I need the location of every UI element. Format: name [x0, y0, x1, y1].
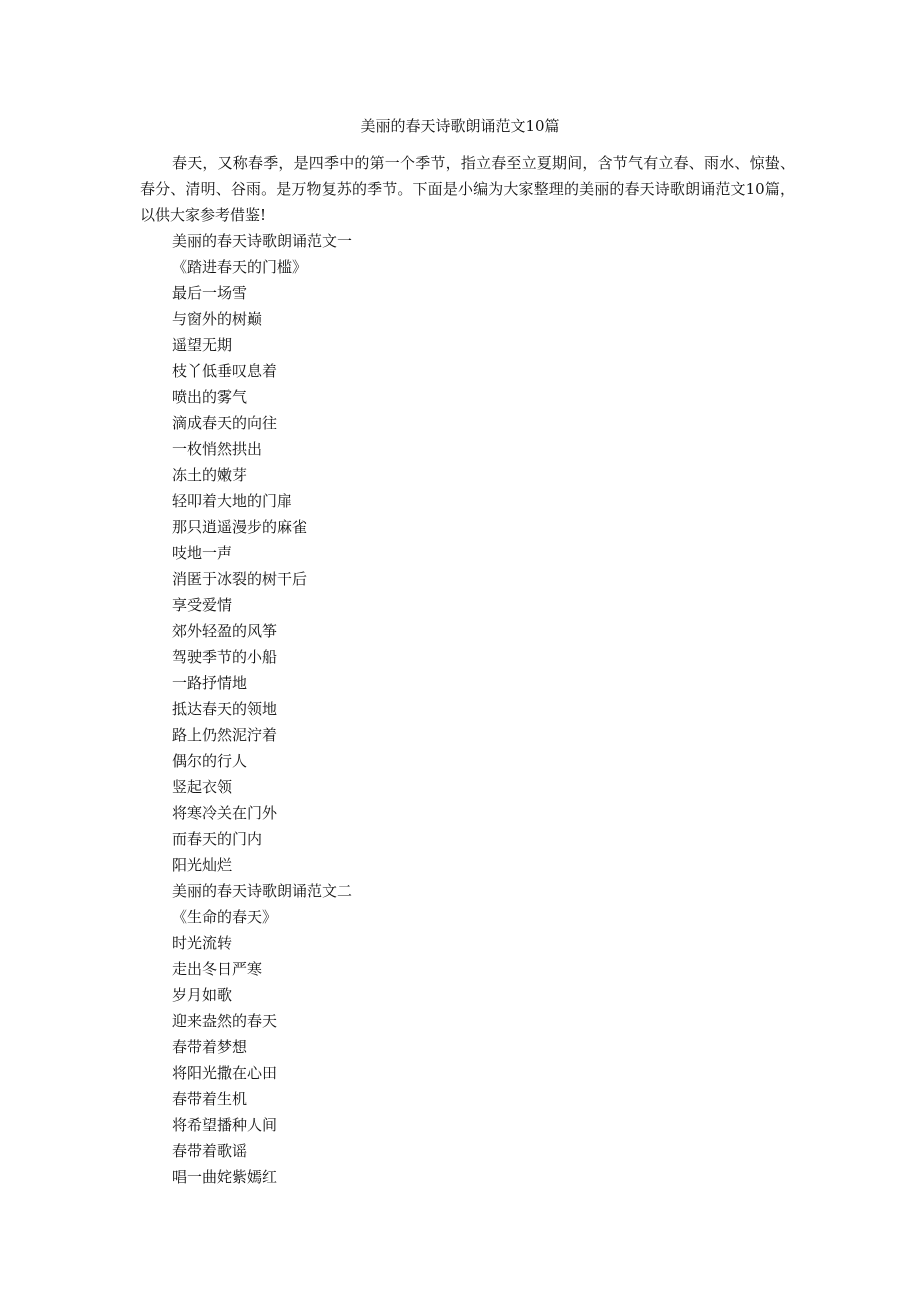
poem-line: 冻土的嫩芽: [172, 466, 248, 484]
poem-line: 轻叩着大地的门扉: [172, 492, 293, 510]
poem-line: 阳光灿烂: [172, 856, 233, 874]
poem-line: 《生命的春天》: [172, 908, 278, 926]
poem-line: 将阳光撒在心田: [172, 1064, 278, 1082]
poem-line: 喷出的雾气: [172, 388, 248, 406]
poem-line: 岁月如歌: [172, 986, 233, 1004]
poem-line: 一路抒情地: [172, 674, 248, 692]
poem-line: 路上仍然泥泞着: [172, 726, 278, 744]
poem-line: 将寒冷关在门外: [172, 804, 278, 822]
poem-line: 消匿于冰裂的树干后: [172, 570, 308, 588]
poem-line: 美丽的春天诗歌朗诵范文一: [172, 232, 353, 250]
poem-line: 遥望无期: [172, 336, 233, 354]
poem-line: 唱一曲姹紫嫣红: [172, 1168, 278, 1186]
poem-line: 而春天的门内: [172, 830, 263, 848]
poem-line: 时光流转: [172, 934, 233, 952]
poem-line: 一枚悄然拱出: [172, 440, 263, 458]
poem-line: 吱地一声: [172, 544, 233, 562]
poem-line: 枝丫低垂叹息着: [172, 362, 278, 380]
poem-lines: [172, 228, 352, 1190]
poem-line: 那只逍遥漫步的麻雀: [172, 518, 308, 536]
document-title: 美丽的春天诗歌朗诵范文10篇: [360, 117, 560, 135]
poem-line: 将希望播种人间: [172, 1116, 278, 1134]
poem-line: 春带着生机: [172, 1090, 248, 1108]
poem-line: 抵达春天的领地: [172, 700, 278, 718]
poem-line: 竖起衣领: [172, 778, 233, 796]
poem-line: 驾驶季节的小船: [172, 648, 278, 666]
poem-line: 《踏进春天的门槛》: [172, 258, 308, 276]
poem-line: 最后一场雪: [172, 284, 248, 302]
poem-line: 与窗外的树巅: [172, 310, 263, 328]
poem-line: 偶尔的行人: [172, 752, 248, 770]
poem-line: 郊外轻盈的风筝: [172, 622, 278, 640]
poem-line: 滴成春天的向往: [172, 414, 278, 432]
poem-line: 享受爱情: [172, 596, 233, 614]
poem-line: 美丽的春天诗歌朗诵范文二: [172, 882, 353, 900]
poem-line: 春带着歌谣: [172, 1142, 248, 1160]
poem-line: 春带着梦想: [172, 1038, 248, 1056]
poem-line: 走出冬日严寒: [172, 960, 263, 978]
poem-line: 迎来盎然的春天: [172, 1012, 278, 1030]
intro-paragraph: 春天，又称春季，是四季中的第一个季节，指立春至立夏期间，含节气有立春、雨水、惊蛰、春分、清明、谷雨。是万物复苏的季节。下面是小编为大家整理的美丽的春天诗歌朗诵范文10篇，以供大家参考借鉴!: [140, 154, 795, 224]
